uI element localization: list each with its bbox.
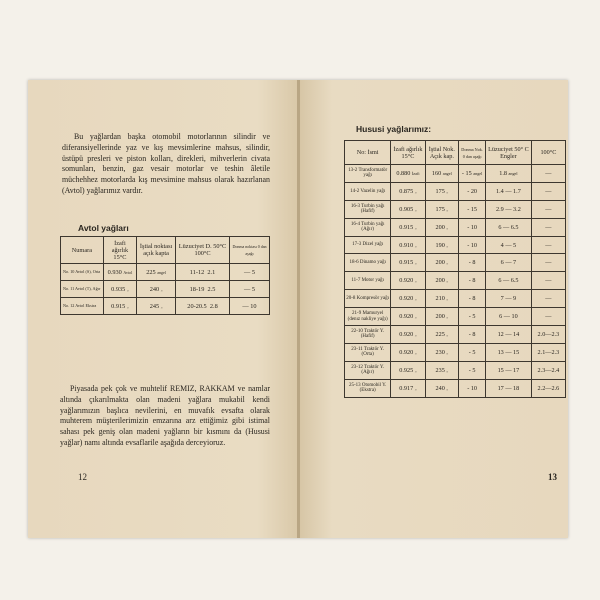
oil-pour: - 5 [459, 343, 486, 361]
oil-viscosity-50: 6 — 10 [486, 308, 532, 326]
avtol-table-header [61, 237, 270, 264]
oil-viscosity-100: — [531, 165, 565, 183]
avtol-title: Avtol yağları [78, 223, 129, 233]
oil-weight: 0.920 „ [391, 290, 425, 308]
oil-viscosity-100: 2.0—2.3 [531, 326, 565, 344]
oil-viscosity-100: — [531, 236, 565, 254]
oil-viscosity-50: 13 — 15 [486, 343, 532, 361]
special-oils-title: Hususi yağlarımız: [356, 124, 432, 134]
oil-pour: - 5 [459, 361, 486, 379]
oil-name: 21-9 Mamuryel (denız nakliye yağı) [345, 308, 391, 326]
oil-viscosity-50: 6 — 6.5 [486, 218, 532, 236]
oil-weight: 0.925 „ [391, 361, 425, 379]
oil-viscosity-100: — [531, 272, 565, 290]
oil-pour: - 8 [459, 290, 486, 308]
oil-pour: - 10 [459, 218, 486, 236]
special-oils-header [345, 141, 566, 165]
special-oil-row [345, 165, 566, 183]
oil-viscosity-100: — [531, 308, 565, 326]
oil-weight: 0.920 „ [391, 326, 425, 344]
header-pour: Donma Nok. 0 dan aşağı [459, 141, 486, 165]
avtol-table [60, 236, 270, 315]
oil-name: 17-3 Dizel yağı [345, 236, 391, 254]
oil-viscosity-50: 7 — 9 [486, 290, 532, 308]
oil-pour: - 8 [459, 326, 486, 344]
header-weight: İzafi ağırlık 15°C [391, 141, 425, 165]
oil-flash: 235 „ [425, 361, 459, 379]
avtol-code: No. 10 Avtol (S), Orta [61, 264, 104, 281]
oil-weight: 0.915 „ [391, 218, 425, 236]
oil-viscosity-50: 15 — 17 [486, 361, 532, 379]
special-oil-row [345, 182, 566, 200]
open-booklet [28, 80, 568, 538]
oil-viscosity-100: — [531, 254, 565, 272]
header-flash: İştial Nok. Açık kap. [425, 141, 459, 165]
avtol-weight: 0.915 „ [103, 298, 136, 315]
oil-name: 16-3 Turbin yağı (Hafif) [345, 200, 391, 218]
avtol-pour: — 5 [229, 281, 269, 298]
avtol-code: No. 12 Avtol Ekstra [61, 298, 104, 315]
avtol-row [61, 298, 270, 315]
oil-viscosity-100: — [531, 218, 565, 236]
oil-weight: 0.875 „ [391, 182, 425, 200]
oil-pour: - 10 [459, 379, 486, 397]
oil-viscosity-50: 1.8 angel [486, 165, 532, 183]
oil-flash: 175 „ [425, 182, 459, 200]
avtol-viscosity: 18-19 2.5 [176, 281, 230, 298]
oil-weight: 0.880 İzafi [391, 165, 425, 183]
oil-pour: - 8 [459, 272, 486, 290]
avtol-header-pour: Donma noktası 0 dan aşağı [229, 237, 269, 264]
avtol-viscosity: 11-12 2.1 [176, 264, 230, 281]
special-oil-row [345, 361, 566, 379]
oil-pour: - 20 [459, 182, 486, 200]
avtol-pour: — 10 [229, 298, 269, 315]
oil-name: 11-7 Motor yağı [345, 272, 391, 290]
oil-flash: 240 „ [425, 379, 459, 397]
oil-pour: - 15 angel [459, 165, 486, 183]
oil-flash: 225 „ [425, 326, 459, 344]
oil-weight: 0.920 „ [391, 272, 425, 290]
special-oil-row [345, 218, 566, 236]
left-page [28, 80, 298, 538]
special-oil-row [345, 200, 566, 218]
intro-paragraph [62, 132, 270, 197]
oil-viscosity-50: 6 — 6.5 [486, 272, 532, 290]
avtol-header-viscosity: Lüzuciyet D. 50°C 100°C [176, 237, 230, 264]
oil-name: 14-2 Vazelin yağı [345, 182, 391, 200]
oil-viscosity-100: 2.3—2.4 [531, 361, 565, 379]
avtol-header-weight: İzafi ağırlık 15°C [103, 237, 136, 264]
avtol-pour: — 5 [229, 264, 269, 281]
header-viscosity-50: Lüzuciyet 50° C Engler [486, 141, 532, 165]
page-number-left: 12 [78, 472, 87, 482]
special-oils-table [344, 140, 566, 398]
special-oil-row [345, 308, 566, 326]
avtol-flash: 225 angel [137, 264, 176, 281]
special-oil-row [345, 236, 566, 254]
oil-flash: 200 „ [425, 254, 459, 272]
oil-name: 13-2 Transformatör yağı [345, 165, 391, 183]
oil-flash: 210 „ [425, 290, 459, 308]
oil-viscosity-50: 4 — 5 [486, 236, 532, 254]
avtol-row [61, 264, 270, 281]
oil-flash: 200 „ [425, 272, 459, 290]
oil-pour: - 10 [459, 236, 486, 254]
oil-name: 23-11 Traktör Y. (Orta) [345, 343, 391, 361]
oil-weight: 0.905 „ [391, 200, 425, 218]
avtol-flash: 240 „ [137, 281, 176, 298]
special-oils-body [345, 165, 566, 398]
oil-weight: 0.915 „ [391, 254, 425, 272]
oil-name: 23-12 Traktör Y. (Ağır) [345, 361, 391, 379]
oil-weight: 0.917 „ [391, 379, 425, 397]
oil-weight: 0.910 „ [391, 236, 425, 254]
special-oil-row [345, 272, 566, 290]
closing-paragraph-text: Piyasada pek çok ve muhtelif REMIZ, RAKKAM ve namlar altında çıkarılmakta olan madeni yağlara mukabil kendi yağlarımızın başlıca nevilerini, en muvafık evsafta olarak muhterem müşterilerimizin emzarına arz ettiğimiz gibi istimal sahası pek geniş olan madeni yağların bir kısmını da (Hususi yağlar) namı altında evsaflarile aşağıda derceyioruz. [60, 384, 270, 447]
special-oil-row [345, 343, 566, 361]
oil-name: 25-13 Otomobil Y. (Ekstra) [345, 379, 391, 397]
avtol-viscosity: 20-20.5 2.8 [176, 298, 230, 315]
oil-flash: 175 „ [425, 200, 459, 218]
oil-viscosity-100: 2.1—2.3 [531, 343, 565, 361]
special-oil-row [345, 290, 566, 308]
oil-viscosity-100: 2.2—2.6 [531, 379, 565, 397]
oil-viscosity-50: 12 — 14 [486, 326, 532, 344]
oil-viscosity-100: — [531, 182, 565, 200]
header-name: No: İsmi [345, 141, 391, 165]
oil-pour: - 15 [459, 200, 486, 218]
oil-viscosity-50: 2.9 — 3.2 [486, 200, 532, 218]
oil-weight: 0.920 „ [391, 343, 425, 361]
oil-name: 22-10 Traktör Y. (Hafif) [345, 326, 391, 344]
oil-viscosity-50: 6 — 7 [486, 254, 532, 272]
avtol-row [61, 281, 270, 298]
oil-viscosity-100: — [531, 200, 565, 218]
page-number-right: 13 [548, 472, 557, 482]
avtol-header-flash: İştial noktası açık kapta [137, 237, 176, 264]
oil-flash: 200 „ [425, 308, 459, 326]
oil-viscosity-100: — [531, 290, 565, 308]
right-page [300, 80, 568, 538]
oil-flash: 230 „ [425, 343, 459, 361]
avtol-flash: 245 „ [137, 298, 176, 315]
header-viscosity-100: 100°C [531, 141, 565, 165]
intro-paragraph-text: Bu yağlardan başka otomobil motorlarının silindir ve diferansiyellerinde yaz ve kış mevsimlerine mahsus, silindir, üstüpü presleri ve piston kolları, direkleri, mihverlerin civata somunları, benzin, gaz vesair motorlar ve teshin âletile müchehhez motorlarda kış mevsimine mahsus olarak hazırlanan (Avtol) yağlarımız vardır. [62, 132, 270, 195]
avtol-weight: 0.935 „ [103, 281, 136, 298]
oil-viscosity-50: 1.4 — 1.7 [486, 182, 532, 200]
special-oil-row [345, 326, 566, 344]
oil-name: 16-4 Turbin yağı (Ağır) [345, 218, 391, 236]
avtol-code: No. 11 Avtol (T), Ağır [61, 281, 104, 298]
oil-name: 18-6 Dinamo yağı [345, 254, 391, 272]
oil-pour: - 5 [459, 308, 486, 326]
oil-viscosity-50: 17 — 18 [486, 379, 532, 397]
closing-paragraph [60, 384, 270, 449]
oil-flash: 200 „ [425, 218, 459, 236]
avtol-weight: 0.930 Avtol [103, 264, 136, 281]
oil-pour: - 8 [459, 254, 486, 272]
oil-flash: 190 „ [425, 236, 459, 254]
special-oil-row [345, 254, 566, 272]
oil-flash: 160 angel [425, 165, 459, 183]
oil-name: 20-8 Kompresör yağı [345, 290, 391, 308]
oil-weight: 0.920 „ [391, 308, 425, 326]
avtol-header-number: Numara [61, 237, 104, 264]
special-oil-row [345, 379, 566, 397]
